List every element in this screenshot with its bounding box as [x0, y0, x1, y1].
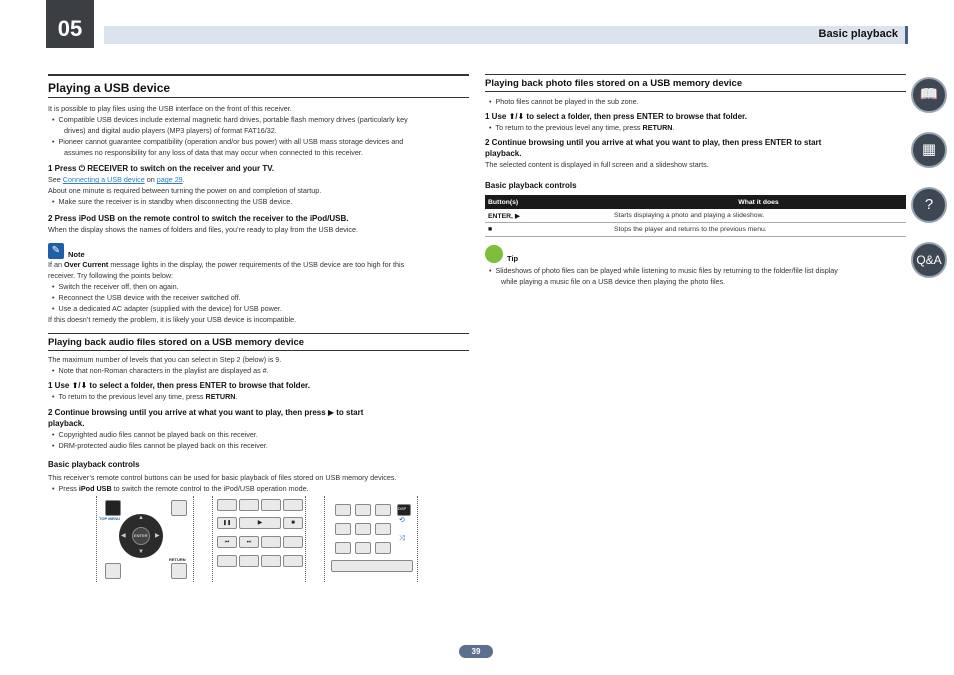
- arrow-down-icon[interactable]: ▼: [138, 549, 144, 555]
- list-item: • Reconnect the USB device with the receiver switched off.: [52, 293, 241, 302]
- title-rule: [485, 91, 906, 92]
- controls-table: [485, 195, 906, 237]
- remote-button[interactable]: [105, 563, 121, 579]
- note-header: [48, 243, 469, 259]
- list-item: • Switch the receiver off, then on again.: [52, 282, 179, 291]
- list-item: • Press iPod USB to switch the remote control to the iPod/USB operation mode.: [52, 484, 309, 493]
- intro-text: It is possible to play files using the USB interface on the front of this receiver.: [48, 104, 292, 113]
- remote-button[interactable]: [283, 536, 303, 548]
- table-cell: ENTER, ▶: [485, 209, 611, 223]
- step1-text: About one minute is required between turning the power on and completion of startup.: [48, 186, 322, 195]
- right-column: [485, 74, 906, 287]
- remote-button[interactable]: [171, 500, 187, 516]
- tip-label: Tip: [507, 254, 519, 263]
- table-cell: ■: [485, 223, 611, 237]
- remote-icon[interactable]: ▦: [911, 132, 947, 168]
- remote-button[interactable]: [239, 499, 259, 511]
- audio-text: The maximum number of levels that you can select in Step 2 (below) is 9.: [48, 355, 282, 364]
- photo-controls-title: Basic playback controls: [485, 181, 577, 190]
- table-header: What it does: [611, 195, 906, 209]
- list-item: • Make sure the receiver is in standby when disconnecting the USB device.: [52, 197, 293, 206]
- list-item: • To return to the previous level any time, press RETURN.: [489, 123, 675, 132]
- note-text: If an Over Current message lights in the display, the power requirements of the USB device are too high for this: [48, 260, 405, 269]
- chapter-number: 05: [46, 0, 94, 48]
- remote-panel-numeric: [324, 496, 418, 582]
- header-bar-accent: [905, 26, 908, 44]
- top-menu-button[interactable]: [105, 500, 121, 516]
- faq-icon[interactable]: Q&A: [911, 242, 947, 278]
- note-text-2: receiver. Try following the points below:: [48, 271, 174, 280]
- list-item: • Use a dedicated AC adapter (supplied with the device) for USB power.: [52, 304, 282, 313]
- remote-button[interactable]: [335, 523, 351, 535]
- play-button[interactable]: ▶: [239, 517, 281, 529]
- link-page-29[interactable]: page 29: [156, 175, 183, 184]
- remote-panel-nav: [96, 496, 194, 582]
- list-item: • Copyrighted audio files cannot be played back on this receiver.: [52, 430, 258, 439]
- step-2: 2 Press iPod USB on the remote control to switch the receiver to the iPod/USB.: [48, 214, 349, 223]
- remote-button[interactable]: [375, 523, 391, 535]
- stop-button[interactable]: ■: [283, 517, 303, 529]
- link-connecting-usb[interactable]: Connecting a USB device: [62, 175, 145, 184]
- table-header: Button(s): [485, 195, 611, 209]
- list-item: • Note that non-Roman characters in the playlist are displayed as #.: [52, 366, 269, 375]
- table-row: [485, 209, 906, 223]
- audio-section-title: Playing back audio files stored on a USB memory device: [48, 337, 305, 348]
- step-1: 1 Press ⏻ RECEIVER to switch on the receiver and your TV.: [48, 164, 275, 173]
- remote-button[interactable]: [375, 542, 391, 554]
- arrow-up-icon[interactable]: ▲: [138, 515, 144, 521]
- disp-label: DISP: [398, 507, 407, 511]
- list-item: • DRM-protected audio files cannot be played back on this receiver.: [52, 441, 268, 450]
- return-button[interactable]: [171, 563, 187, 579]
- photo-section-title: Playing back photo files stored on a USB memory device: [485, 78, 743, 89]
- header-bar: [104, 26, 908, 44]
- remote-button[interactable]: [261, 555, 281, 567]
- return-label: RETURN: [169, 557, 186, 562]
- note-pencil-icon: ✎: [48, 243, 64, 259]
- section-rule: [48, 74, 469, 76]
- pause-button[interactable]: ❚❚: [217, 517, 237, 529]
- remote-button[interactable]: [261, 499, 281, 511]
- list-item: • Photo files cannot be played in the sub zone.: [489, 97, 639, 106]
- arrow-right-icon[interactable]: ▶: [155, 533, 160, 539]
- see-reference: See Connecting a USB device on page 29.: [48, 175, 185, 184]
- photo-step-1: 1 Use ⬆/⬇ to select a folder, then press ENTER to browse that folder.: [485, 112, 747, 121]
- list-item: • Slideshows of photo files can be played while listening to music files by returning to the folder/file list display while playing a music file on a USB device then playing the photo files.: [489, 266, 838, 286]
- table-row: [485, 223, 906, 237]
- note-end: If this doesn’t remedy the problem, it is likely your USB device is incompatible.: [48, 315, 297, 324]
- page-number: 39: [459, 645, 493, 658]
- controls-title: Basic playback controls: [48, 460, 140, 469]
- lightbulb-icon: [485, 245, 503, 263]
- table-cell: Stops the player and returns to the previous menu.: [611, 223, 906, 237]
- remote-illustration: [96, 496, 416, 582]
- left-column: [48, 74, 469, 494]
- title-rule: [48, 97, 469, 98]
- remote-button[interactable]: [375, 504, 391, 516]
- remote-panel-transport: [212, 496, 306, 582]
- remote-button[interactable]: [261, 536, 281, 548]
- remote-button[interactable]: [217, 555, 237, 567]
- remote-button[interactable]: [355, 504, 371, 516]
- top-menu-label: TOP MENU: [99, 516, 120, 521]
- remote-button[interactable]: [335, 504, 351, 516]
- remote-button-row[interactable]: [331, 560, 413, 572]
- list-item: • Compatible USB devices include external magnetic hard drives, portable flash memory drives (particularly key drives) and digital audio players (MP3 players) of format FAT16/32.: [52, 115, 408, 135]
- remote-button[interactable]: [239, 555, 259, 567]
- remote-button[interactable]: [217, 499, 237, 511]
- photo-step-2: 2 Continue browsing until you arrive at what you want to play, then press ENTER to start: [485, 138, 822, 147]
- cursor-ring[interactable]: [119, 514, 163, 558]
- remote-button[interactable]: [355, 523, 371, 535]
- enter-label: ENTER: [134, 533, 148, 538]
- tip-header: [485, 245, 906, 263]
- remote-button[interactable]: [355, 542, 371, 554]
- section-title: Basic playback: [818, 28, 898, 40]
- page-title: Playing a USB device: [48, 81, 171, 95]
- remote-button[interactable]: [283, 555, 303, 567]
- repeat-icon[interactable]: ⟲: [399, 517, 405, 524]
- shuffle-icon[interactable]: ⤨: [399, 535, 405, 542]
- step2-text: When the display shows the names of folders and files, you’re ready to play from the USB device.: [48, 225, 359, 234]
- audio-step-2-cont: playback.: [48, 419, 85, 428]
- photo-step2-text: The selected content is displayed in full screen and a slideshow starts.: [485, 160, 709, 169]
- title-rule: [48, 350, 469, 351]
- controls-text: This receiver’s remote control buttons can be used for basic playback of files stored on USB memory devices.: [48, 473, 397, 482]
- help-icon[interactable]: ?: [911, 187, 947, 223]
- list-item: • To return to the previous level any time, press RETURN.: [52, 392, 238, 401]
- table-cell: Starts displaying a photo and playing a slideshow.: [611, 209, 906, 223]
- remote-button[interactable]: [283, 499, 303, 511]
- audio-step-2: 2 Continue browsing until you arrive at what you want to play, then press ▶ to start: [48, 408, 364, 417]
- audio-step-1: 1 Use ⬆/⬇ to select a folder, then press ENTER to browse that folder.: [48, 381, 310, 390]
- section-rule: [485, 74, 906, 75]
- arrow-left-icon[interactable]: ◀: [121, 533, 126, 539]
- book-icon[interactable]: 📖: [911, 77, 947, 113]
- remote-button[interactable]: [335, 542, 351, 554]
- prev-button[interactable]: ⏮: [217, 536, 237, 548]
- list-item: • Pioneer cannot guarantee compatibility (operation and/or bus power) with all USB mass storage devices and assumes no responsibility for any loss of data that may occur when connected to this receiver.: [52, 137, 404, 157]
- note-label: Note: [68, 250, 85, 259]
- photo-step-2-cont: playback.: [485, 149, 522, 158]
- section-rule: [48, 333, 469, 334]
- next-button[interactable]: ⏭: [239, 536, 259, 548]
